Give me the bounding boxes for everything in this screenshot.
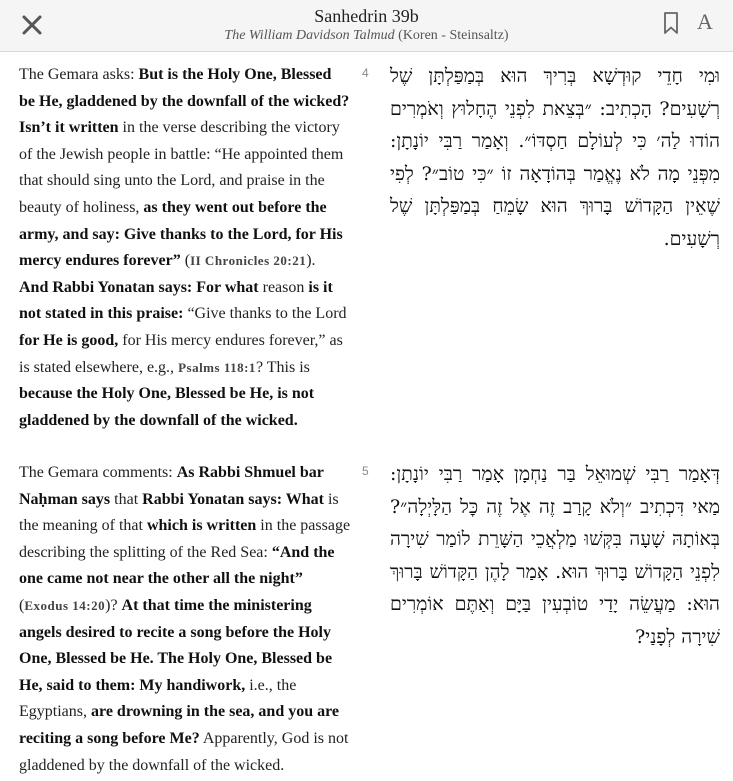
english-bold-text: are drowning in the sea, and you are reciting a song before Me?: [19, 703, 340, 747]
bookmark-icon[interactable]: [660, 11, 682, 35]
segment-number: 5: [362, 464, 369, 478]
english-text: i.e., the Egyptians,: [19, 676, 297, 721]
english-bold-text: Rabbi Yonatan says: What: [142, 490, 324, 508]
page-title-block: [140, 5, 593, 45]
english-bold-text: as they went out before the army, and say: Give thanks to the Lord, for His mercy endures forever”: [19, 198, 343, 270]
english-translation: [19, 62, 351, 434]
english-text: (: [180, 252, 191, 270]
english-text: )?: [105, 596, 122, 614]
english-text: “Give thanks to the Lord: [183, 305, 347, 323]
english-text: reason: [258, 278, 309, 296]
english-bold-text: “And the one came not near the other all the night”: [19, 543, 335, 588]
top-bar: [0, 0, 733, 52]
subtitle-book-name: The William Davidson Talmud: [224, 28, 395, 43]
verse-reference-link[interactable]: Psalms 118:1: [178, 359, 256, 375]
english-text: in the verse describing the victory of the Jewish people in battle: “He appointed them that should sing unto the Lord, and praise in the beauty of holiness,: [19, 119, 344, 216]
close-icon[interactable]: [18, 11, 46, 39]
english-translation: [19, 460, 351, 779]
verse-reference-link[interactable]: II Chronicles 20:21: [190, 253, 307, 269]
english-text: The Gemara asks:: [19, 66, 139, 83]
english-bold-text: And Rabbi Yonatan says: For what: [19, 278, 259, 296]
english-text: in the passage describing the splitting of the Red Sea:: [19, 517, 351, 561]
english-text: is the meaning of that: [19, 490, 339, 535]
english-text: for His mercy endures forever,” as is stated elsewhere, e.g.,: [19, 331, 343, 376]
page-title: Sanhedrin 39b: [314, 6, 419, 26]
english-bold-text: At that time the ministering angels desired to recite a song before the Holy One, Blessed be He. The Holy One, Blessed be He, said to them: My handiwork,: [19, 596, 333, 694]
english-bold-text: because the Holy One, Blessed be He, is not gladdened by the downfall of the wicked.: [19, 385, 315, 429]
english-text: that: [110, 490, 143, 508]
subtitle-edition: (Koren - Steinsaltz): [394, 28, 509, 43]
english-bold-text: As Rabbi Shmuel bar Naḥman says: [19, 464, 324, 508]
english-text: ? This is: [255, 358, 310, 376]
hebrew-source-text: וּמִי חָדֵי קוּדְשָׁא בְּרִיךְ הוּא בְּמַפַּלְתָּן שֶׁל רְשָׁעִים? הָכְתִיב: ״בְּצֵאת לִפְנֵי הֶחָלוּץ וְאֹמְרִים הוֹדוּ לַה׳ כִּי לְעוֹלָם חַסְדּוֹ״. וְאָמַר רַבִּי יוֹנָתָן: מִפְּנֵי מָה לֹא נֶאֱמַר בְּהוֹדָאָה זוֹ ״כִּי טוֹב״? לְפִי שֶׁאֵין הַקָּדוֹשׁ בָּרוּךְ הוּא שָׂמֵחַ בְּמַפַּלְתָּן שֶׁל רְשָׁעִים.: [390, 65, 720, 250]
english-bold-text: is it not stated in this praise:: [19, 278, 333, 323]
english-bold-text: for He is good,: [19, 331, 119, 349]
hebrew-source-text: דְּאָמַר רַבִּי שְׁמוּאֵל בַּר נַחְמָן אָמַר רַבִּי יוֹנָתָן: מַאי דִּכְתִיב ״וְלֹא קָרַב זֶה אֶל זֶה כׇּל הַלָּיְלָה״? בְּאוֹתָהּ שָׁעָה בִּקְּשׁוּ מַלְאֲכֵי הַשָּׁרֵת לוֹמַר שִׁירָה לִפְנֵי הַקָּדוֹשׁ בָּרוּךְ הוּא. אָמַר לָהֶן הַקָּדוֹשׁ בָּרוּךְ הוּא: מַעֲשֵׂה יָדַי טוֹבְעִין בַּיָּם וְאַתֶּם אוֹמְרִים שִׁירָה לְפָנַי?: [390, 463, 720, 648]
english-text: Apparently, God is not gladdened by the downfall of the wicked.: [19, 729, 349, 774]
english-text: ).: [306, 252, 316, 270]
page-subtitle: [140, 27, 593, 45]
font-settings-button[interactable]: A: [697, 9, 713, 34]
english-bold-text: which is written: [146, 517, 257, 535]
english-text: (: [19, 596, 25, 614]
english-bold-text: But is the Holy One, Blessed be He, gladdened by the downfall of the wicked? Isn’t it written: [19, 66, 350, 137]
verse-reference-link[interactable]: Exodus 14:20: [24, 597, 106, 613]
english-text: The Gemara comments:: [19, 464, 177, 481]
segment-number: 4: [362, 66, 369, 80]
